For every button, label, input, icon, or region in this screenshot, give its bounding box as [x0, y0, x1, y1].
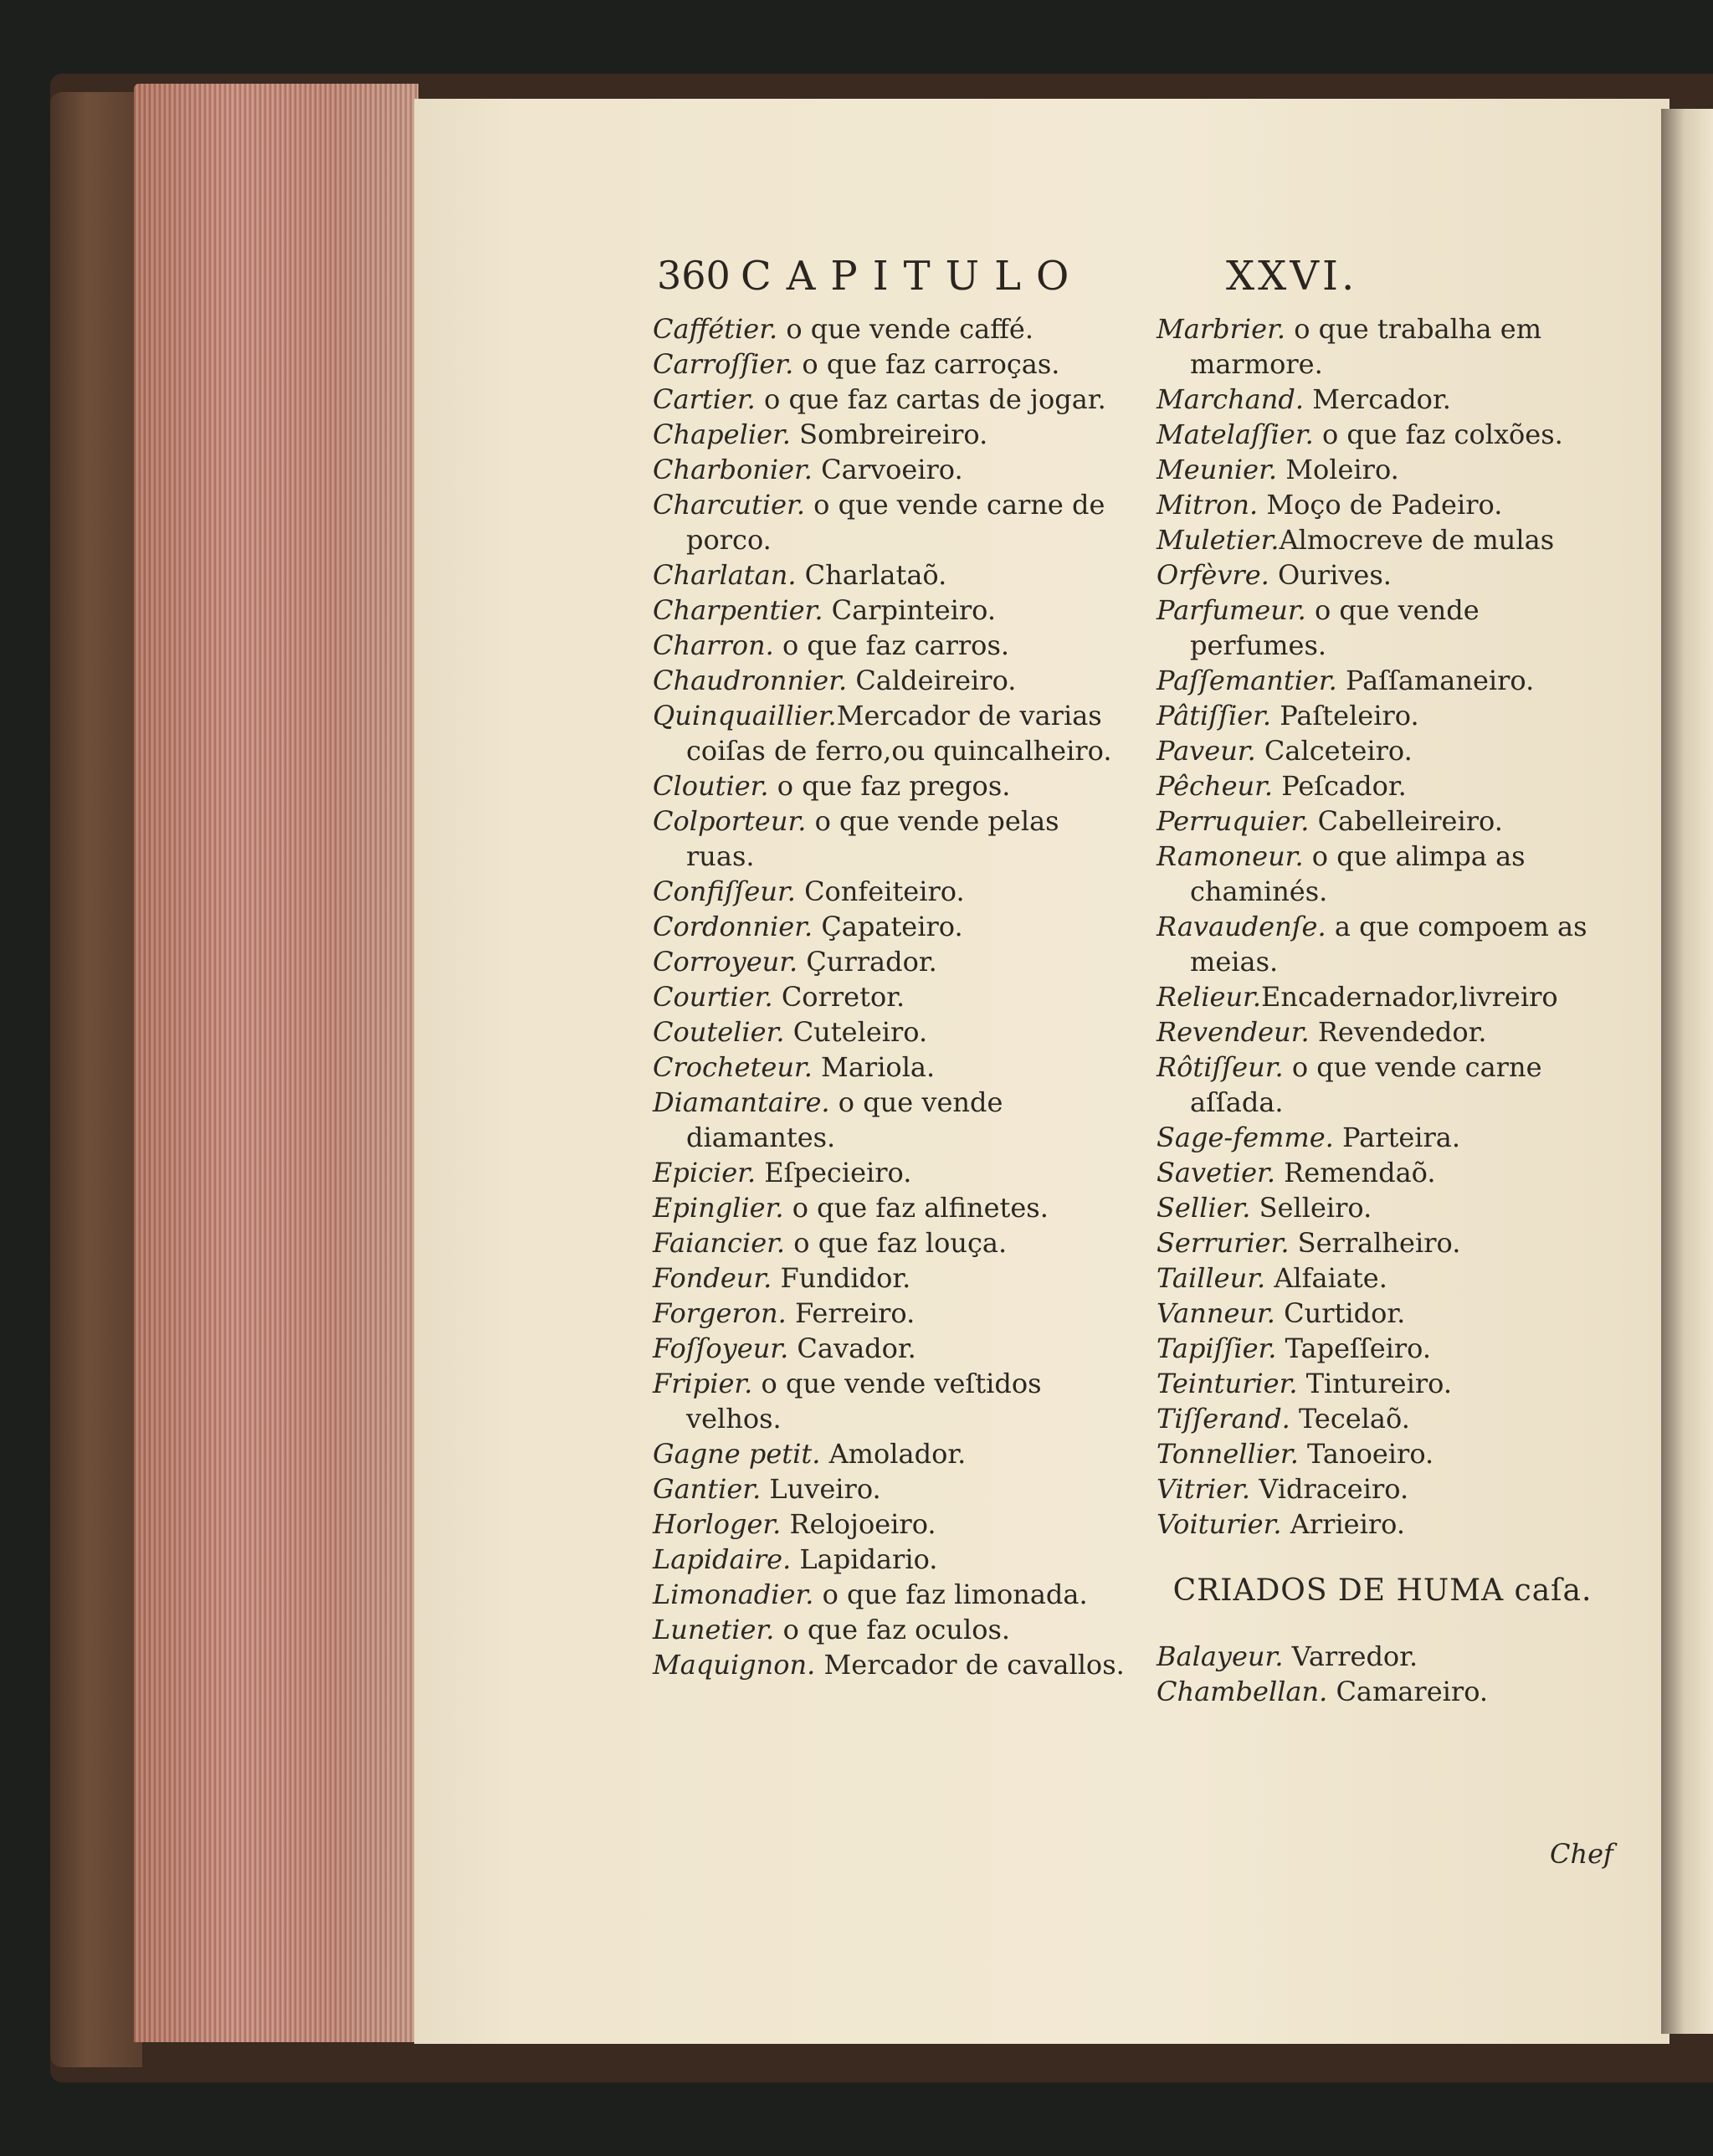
entry-term: Gantier. — [653, 1473, 762, 1505]
entry-definition: Alfaiate. — [1265, 1262, 1387, 1294]
glossary-entry — [1157, 1507, 1608, 1542]
entry-term: Crocheteur. — [653, 1051, 813, 1083]
entry-definition: Paſteleiro. — [1271, 700, 1419, 732]
entry-term: Revendeur. — [1157, 1016, 1310, 1048]
entry-definition: Mariola. — [812, 1051, 936, 1083]
glossary-entry — [653, 346, 1130, 382]
entry-definition: Mercador de varias coiſas de ferro,ou quincalheiro. — [686, 700, 1112, 767]
entry-term: Charpentier. — [653, 594, 823, 626]
entry-term: Vanneur. — [1157, 1297, 1275, 1329]
entry-definition: Lapidario. — [791, 1543, 938, 1575]
glossary-entry — [1157, 839, 1608, 909]
entry-definition: Curtidor. — [1274, 1297, 1406, 1329]
entry-term: Diamantaire. — [653, 1086, 830, 1118]
glossary-entry — [1157, 979, 1608, 1014]
entry-term: Ravaudenſe. — [1157, 911, 1326, 942]
glossary-entry — [1157, 487, 1608, 522]
entry-definition: o que faz louça. — [785, 1227, 1008, 1259]
entry-term: Gagne petit. — [653, 1438, 821, 1470]
entry-term: Parfumeur. — [1157, 594, 1306, 626]
glossary-entry — [1157, 1190, 1608, 1225]
chapter-numeral: XXVI. — [1226, 253, 1358, 300]
entry-definition: Tanoeiro. — [1298, 1438, 1434, 1470]
entry-term: Pêcheur. — [1157, 770, 1274, 802]
glossary-entry — [653, 1366, 1130, 1436]
entry-definition: Mercador. — [1304, 383, 1451, 415]
entry-definition: Luveiro. — [761, 1473, 881, 1505]
glossary-entry — [653, 1612, 1130, 1647]
entry-term: Maquignon. — [653, 1649, 816, 1681]
entry-definition: Cabelleireiro. — [1309, 805, 1503, 837]
glossary-entry — [653, 487, 1130, 557]
page-gutter — [1661, 109, 1713, 2034]
glossary-entry — [1157, 1401, 1608, 1436]
glossary-entry — [653, 452, 1130, 487]
entry-definition: Confeiteiro. — [795, 875, 965, 907]
entry-definition: Sombreireiro. — [790, 418, 988, 450]
entry-definition: Mercador de cavallos. — [815, 1649, 1125, 1681]
entry-term: Rôtiſſeur. — [1157, 1051, 1284, 1083]
entry-term: Faiancier. — [653, 1227, 786, 1259]
entry-term: Chaudronnier. — [653, 665, 848, 696]
entry-term: Coutelier. — [653, 1016, 785, 1048]
entry-term: Fondeur. — [653, 1262, 772, 1294]
entry-term: Cloutier. — [653, 770, 769, 802]
entry-definition: o que trabalha em marmore. — [1190, 313, 1542, 380]
glossary-entry — [1157, 557, 1608, 593]
entry-term: Caffétier. — [653, 313, 778, 345]
glossary-entry — [1157, 1225, 1608, 1260]
glossary-entry — [1157, 663, 1608, 698]
glossary-entry — [1157, 1331, 1608, 1366]
book-spine — [50, 92, 142, 2067]
entry-term: Marbrier. — [1157, 313, 1286, 345]
entry-definition: Tintureiro. — [1297, 1368, 1452, 1399]
running-header — [657, 253, 1628, 311]
glossary-entry — [653, 1296, 1130, 1331]
glossary-entry — [653, 1014, 1130, 1050]
entry-term: Lapidaire. — [653, 1543, 792, 1575]
entry-definition: a que compoem as meias. — [1190, 911, 1587, 978]
glossary-entry — [653, 1190, 1130, 1225]
entry-definition: o que alimpa as chaminés. — [1190, 840, 1526, 907]
entry-term: Fripier. — [653, 1368, 753, 1399]
entry-term: Perruquier. — [1157, 805, 1310, 837]
glossary-entry — [1157, 522, 1608, 557]
entry-term: Ramoneur. — [1157, 840, 1304, 872]
entry-definition: Carvoeiro. — [812, 454, 963, 485]
entry-definition: Serralheiro. — [1289, 1227, 1461, 1259]
glossary-entry — [653, 1155, 1130, 1190]
glossary-entry — [653, 874, 1130, 909]
glossary-entry — [653, 1647, 1130, 1682]
entry-definition: Arrieiro. — [1281, 1508, 1406, 1540]
glossary-entry — [653, 768, 1130, 803]
entry-term: Lunetier. — [653, 1614, 775, 1645]
entry-definition: Caldeireiro. — [847, 665, 1017, 696]
entry-term: Relieur. — [1157, 981, 1261, 1013]
glossary-entry — [653, 698, 1130, 768]
entry-term: Cartier. — [653, 383, 756, 415]
entry-definition: o que vende caffé. — [777, 313, 1034, 345]
glossary-entry — [1157, 768, 1608, 803]
glossary-entry — [653, 1225, 1130, 1260]
catchword: Chef — [1550, 1838, 1613, 1870]
entry-definition: o que vende carne de porco. — [686, 489, 1105, 556]
glossary-entry — [1157, 698, 1608, 733]
glossary-entry — [1157, 1050, 1608, 1120]
entry-term: Savetier. — [1157, 1157, 1275, 1188]
entry-definition: o que vende veſtidos velhos. — [686, 1368, 1042, 1435]
glossary-entry — [653, 1260, 1130, 1296]
entry-definition: o que vende carne aſſada. — [1190, 1051, 1542, 1118]
entry-definition: Fundidor. — [772, 1262, 911, 1294]
glossary-entry — [653, 1507, 1130, 1542]
entry-term: Charlatan. — [653, 559, 797, 591]
entry-term: Carroſſier. — [653, 348, 794, 380]
entry-term: Tiſſerand. — [1157, 1403, 1290, 1435]
entry-definition: Revendedor. — [1309, 1016, 1487, 1048]
entry-definition: Cavador. — [788, 1332, 916, 1364]
entry-definition: Almocreve de mulas — [1279, 524, 1555, 556]
entry-term: Balayeur. — [1157, 1640, 1284, 1672]
entry-definition: o que faz carros. — [773, 629, 1010, 661]
entry-definition: o que faz cartas de jogar. — [755, 383, 1106, 415]
page-edges — [134, 84, 418, 2042]
entry-definition: Çapateiro. — [813, 911, 963, 942]
entry-definition: o que faz carroças. — [793, 348, 1060, 380]
glossary-entry — [653, 1331, 1130, 1366]
entry-term: Orfèvre. — [1157, 559, 1269, 591]
entry-term: Cordonnier. — [653, 911, 813, 942]
entry-definition: Charlataõ. — [796, 559, 947, 591]
glossary-entry — [1157, 803, 1608, 839]
entry-term: Serrurier. — [1157, 1227, 1290, 1259]
entry-definition: Moleiro. — [1277, 454, 1399, 485]
entry-definition: Tecelaõ. — [1290, 1403, 1410, 1435]
glossary-entry — [1157, 733, 1608, 768]
entry-term: Paveur. — [1157, 735, 1256, 767]
entry-definition: Paſſamaneiro. — [1336, 665, 1535, 696]
entry-term: Muletier. — [1157, 524, 1280, 556]
entry-term: Chambellan. — [1157, 1676, 1328, 1707]
entry-definition: Remendaõ. — [1275, 1157, 1436, 1188]
entry-term: Quinquaillier. — [653, 700, 837, 732]
glossary-entry — [1157, 1471, 1608, 1507]
entry-term: Charcutier. — [653, 489, 805, 521]
entry-definition: o que faz colxões. — [1313, 418, 1563, 450]
entry-term: Confiſſeur. — [653, 875, 796, 907]
glossary-entry — [1157, 1296, 1608, 1331]
glossary-entry — [653, 1471, 1130, 1507]
entry-term: Tailleur. — [1157, 1262, 1266, 1294]
entry-term: Charbonier. — [653, 454, 813, 485]
entry-term: Voiturier. — [1157, 1508, 1282, 1540]
glossary-entry — [653, 803, 1130, 874]
entry-definition: Camareiro. — [1327, 1676, 1489, 1707]
entry-term: Chapelier. — [653, 418, 791, 450]
entry-term: Horloger. — [653, 1508, 782, 1540]
entry-term: Corroyeur. — [653, 946, 798, 978]
glossary-entry — [653, 382, 1130, 417]
entry-term: Forgeron. — [653, 1297, 787, 1329]
entry-definition: Çurrador. — [798, 946, 937, 978]
glossary-entry — [653, 663, 1130, 698]
glossary-entry — [1157, 909, 1608, 979]
glossary-entry — [1157, 1436, 1608, 1471]
entry-definition: Corretor. — [772, 981, 905, 1013]
glossary-entry — [653, 628, 1130, 663]
entry-term: Epicier. — [653, 1157, 756, 1188]
entry-term: Tapiſſier. — [1157, 1332, 1277, 1364]
entry-term: Matelaſſier. — [1157, 418, 1314, 450]
glossary-entry — [1157, 1366, 1608, 1401]
entry-definition: Vidraceiro. — [1250, 1473, 1409, 1505]
section-heading: CRIADOS DE HUMA caſa. — [1172, 1573, 1592, 1608]
entry-term: Foſſoyeur. — [653, 1332, 789, 1364]
entry-definition: o que faz alfinetes. — [783, 1192, 1049, 1224]
glossary-entry — [653, 593, 1130, 628]
entry-definition: Peſcador. — [1273, 770, 1407, 802]
entry-term: Mitron. — [1157, 489, 1259, 521]
entry-definition: o que faz pregos. — [768, 770, 1011, 802]
entry-definition: Ourives. — [1269, 559, 1392, 591]
glossary-entry — [653, 944, 1130, 979]
entry-definition: o que faz limonada. — [813, 1578, 1088, 1610]
glossary-entry — [653, 417, 1130, 452]
entry-term: Courtier. — [653, 981, 773, 1013]
entry-definition: Varredor. — [1283, 1640, 1418, 1672]
entry-definition: Carpinteiro. — [823, 594, 997, 626]
glossary-entry — [1157, 1674, 1608, 1709]
glossary-entry — [1157, 1639, 1608, 1674]
glossary-entry — [1157, 1260, 1608, 1296]
entry-definition: Cuteleiro. — [784, 1016, 928, 1048]
glossary-entry — [653, 979, 1130, 1014]
entry-definition: Parteira. — [1333, 1122, 1461, 1153]
glossary-entry — [653, 557, 1130, 593]
entry-definition: o que vende perfumes. — [1190, 594, 1480, 661]
entry-definition: o que faz oculos. — [774, 1614, 1011, 1645]
entry-term: Teinturier. — [1157, 1368, 1298, 1399]
glossary-entry — [1157, 452, 1608, 487]
entry-term: Marchand. — [1157, 383, 1305, 415]
entry-definition: Tapeſſeiro. — [1276, 1332, 1432, 1364]
entry-term: Epinglier. — [653, 1192, 784, 1224]
glossary-entry — [1157, 1014, 1608, 1050]
glossary-entry — [1157, 417, 1608, 452]
entry-definition: Relojoeiro. — [781, 1508, 936, 1540]
entry-term: Sage-femme. — [1157, 1122, 1334, 1153]
entry-definition: Calceteiro. — [1255, 735, 1413, 767]
right-column — [1157, 311, 1608, 1709]
glossary-entry — [653, 1050, 1130, 1085]
glossary-entry — [1157, 382, 1608, 417]
glossary-entry — [1157, 311, 1608, 382]
entry-term: Colporteur. — [653, 805, 807, 837]
glossary-entry — [1157, 1155, 1608, 1190]
entry-term: Vitrier. — [1157, 1473, 1251, 1505]
entry-term: Meunier. — [1157, 454, 1278, 485]
entry-definition: Ferreiro. — [786, 1297, 915, 1329]
entry-definition: Encadernador,livreiro — [1261, 981, 1558, 1013]
glossary-entry — [653, 1436, 1130, 1471]
entry-definition: Moço de Padeiro. — [1258, 489, 1503, 521]
entry-term: Limonadier. — [653, 1578, 814, 1610]
entry-definition: o que vende diamantes. — [686, 1086, 1003, 1153]
glossary-entry — [653, 1085, 1130, 1155]
glossary-entry — [1157, 593, 1608, 663]
glossary-entry — [653, 311, 1130, 346]
entry-term: Pâtiſſier. — [1157, 700, 1272, 732]
entry-term: Charron. — [653, 629, 774, 661]
entry-definition: Amolador. — [820, 1438, 967, 1470]
entry-definition: o que vende pelas ruas. — [686, 805, 1059, 872]
entry-term: Paſſemantier. — [1157, 665, 1337, 696]
left-column — [653, 311, 1130, 1682]
entry-definition: Eſpecieiro. — [756, 1157, 912, 1188]
glossary-entry — [653, 1542, 1130, 1577]
glossary-entry — [653, 1577, 1130, 1612]
chapter-title: CAPITULO — [741, 253, 1085, 300]
glossary-entry — [653, 909, 1130, 944]
glossary-entry — [1157, 1120, 1608, 1155]
entry-term: Tonnellier. — [1157, 1438, 1299, 1470]
entry-definition: Selleiro. — [1250, 1192, 1372, 1224]
entry-term: Sellier. — [1157, 1192, 1251, 1224]
page-number: 360 — [657, 253, 731, 298]
